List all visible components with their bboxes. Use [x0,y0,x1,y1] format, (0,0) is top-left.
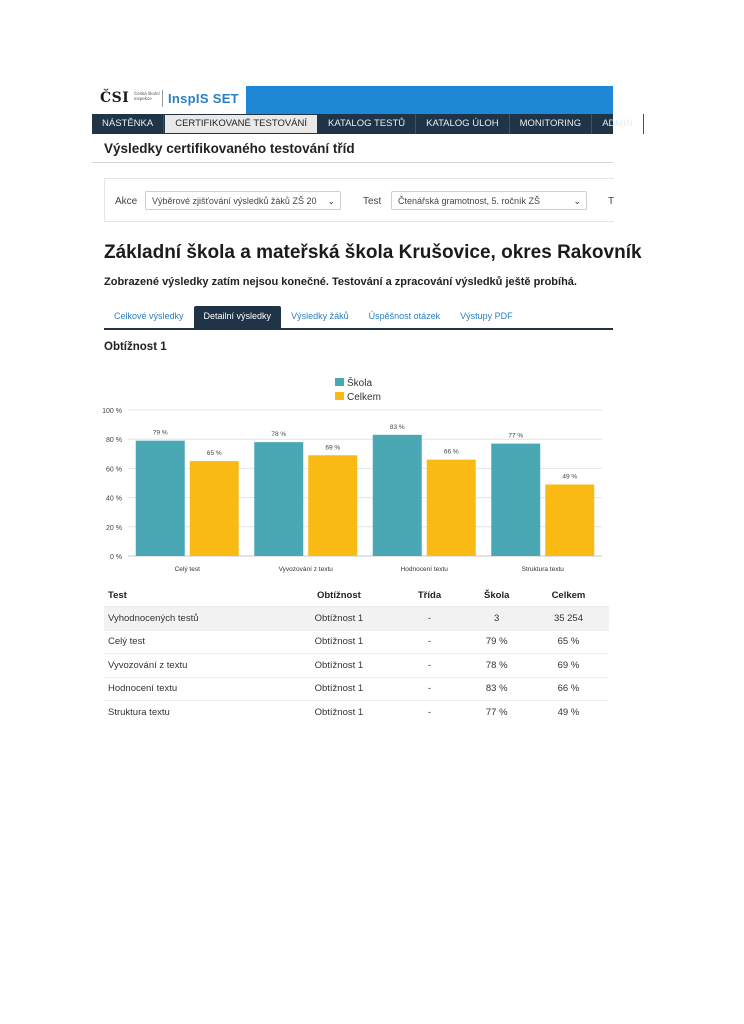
cell-obtiznost: Obtížnost 1 [314,683,364,695]
header-banner [246,86,613,114]
bar-data-label: 65 % [206,450,222,458]
bar-škola [254,442,303,556]
cell-test: Celý test [108,636,145,648]
bar-celkem [545,484,594,556]
cell-trida: - [427,659,432,671]
cell-obtiznost: Obtížnost 1 [284,607,393,631]
tab-vysledky-zaku[interactable]: Výsledky žáků [291,311,349,321]
page-title: Výsledky certifikovaného testování tříd [104,141,355,156]
table-row [104,607,609,631]
y-tick-label: 20 % [106,524,122,532]
bar-škola [373,435,422,556]
x-category-label: Vyvozování z textu [278,566,333,573]
bar-data-label: 66 % [443,448,459,456]
col-celkem: Celkem [551,589,586,601]
cell-skola: 79 % [485,636,508,648]
bar-celkem [190,461,239,556]
x-category-label: Celý test [174,566,200,573]
col-skola: Škola [484,589,510,601]
bar-škola [491,444,540,556]
akce-select-value: Výběrové zjišťování výsledků žáků ZŠ 20 [152,196,317,206]
nav-item-certifikovane-testovani[interactable]: CERTIFIKOVANÉ TESTOVÁNÍ [164,114,318,134]
cell-skola: 78 % [485,659,508,671]
akce-select[interactable] [145,191,341,210]
cell-test: Vyvozování z textu [108,659,188,671]
results-bar-chart [92,370,612,580]
test-select[interactable] [391,191,587,210]
table-row [104,701,609,724]
bar-data-label: 69 % [325,444,341,452]
table-header-row [104,584,609,607]
cell-celkem: 65 % [557,636,580,648]
y-tick-label: 0 % [109,554,122,561]
bar-škola [136,441,185,556]
filter-panel [104,178,614,222]
nav-item-katalog-uloh[interactable]: KATALOG ÚLOH [416,114,510,134]
nav-item-monitoring[interactable]: MONITORING [510,114,593,134]
bar-data-label: 79 % [152,429,168,437]
y-tick-label: 80 % [106,437,122,445]
tab-celkove-vysledky[interactable]: Celkové výsledky [114,311,184,321]
results-table [104,584,609,724]
bar-data-label: 49 % [562,473,578,481]
bar-data-label: 77 % [508,432,524,440]
results-tabs [104,306,613,330]
main-nav [92,114,633,134]
cell-skola: 83 % [485,683,508,695]
legend-swatch-1 [335,392,344,400]
nav-item-admin[interactable]: ADMIN [592,114,644,134]
cell-obtiznost: Obtížnost 1 [314,659,364,671]
bar-data-label: 78 % [271,431,287,439]
table-row [104,630,609,654]
school-name: Základní škola a mateřská škola Krušovice, okres Rakovník [104,242,642,263]
cell-test: Struktura textu [108,706,170,718]
test-label: Test [363,196,382,207]
heading-divider [92,162,613,163]
col-test: Test [108,589,127,601]
legend-swatch-0 [335,378,344,386]
cell-celkem: 66 % [557,683,580,695]
cell-celkem: 35 254 [528,607,609,631]
cell-trida: - [427,706,432,718]
legend-label: Celkem [347,392,381,403]
nav-item-nastenka[interactable]: NÁSTĚNKA [92,114,164,134]
cell-trida: - [427,683,432,695]
cell-trida: - [427,636,432,648]
y-tick-label: 40 % [106,495,122,503]
logo-divider [162,90,163,107]
cell-obtiznost: Obtížnost 1 [314,706,364,718]
nav-item-katalog-testu[interactable]: KATALOG TESTŮ [318,114,416,134]
bar-celkem [427,460,476,556]
chevron-down-icon: ⌄ [327,196,335,206]
legend-label: Škola [347,378,373,389]
tab-vystupy-pdf[interactable]: Výstupy PDF [460,311,513,321]
tab-uspesnost-otazek[interactable]: Úspěšnost otázek [368,311,441,321]
app-header [92,86,613,114]
difficulty-title: Obtížnost 1 [104,341,167,353]
cell-trida: - [394,607,466,631]
bar-celkem [308,455,357,556]
csi-logo: ČSI [100,90,130,106]
trida-label: T [608,196,615,207]
table-row [104,654,609,678]
app-name[interactable]: InspIS SET [168,91,239,106]
table-row [104,677,609,701]
cell-skola: 77 % [485,706,508,718]
cell-test: Vyhodnocených testů [104,607,284,631]
results-notice: Zobrazené výsledky zatím nejsou konečné. Testování a zpracování výsledků ještě probíhá. [104,276,577,288]
cell-celkem: 49 % [557,706,580,718]
cell-skola: 3 [465,607,527,631]
y-tick-label: 100 % [102,408,122,415]
csi-logo-subtitle: Česká školní inspekce [134,91,160,101]
test-select-value: Čtenářská gramotnost, 5. ročník ZŠ [398,196,541,206]
akce-label: Akce [115,196,138,207]
y-tick-label: 60 % [106,466,122,474]
x-category-label: Hodnocení textu [400,566,448,573]
col-trida: Třída [417,589,442,601]
cell-obtiznost: Obtížnost 1 [314,636,364,648]
cell-test: Hodnocení textu [108,683,178,695]
x-category-label: Struktura textu [521,566,564,573]
chevron-down-icon: ⌄ [573,196,581,206]
col-obtiznost: Obtížnost [316,589,361,601]
cell-celkem: 69 % [557,659,580,671]
bar-data-label: 83 % [389,423,405,431]
tab-detailni-vysledky[interactable]: Detailní výsledky [194,306,282,328]
